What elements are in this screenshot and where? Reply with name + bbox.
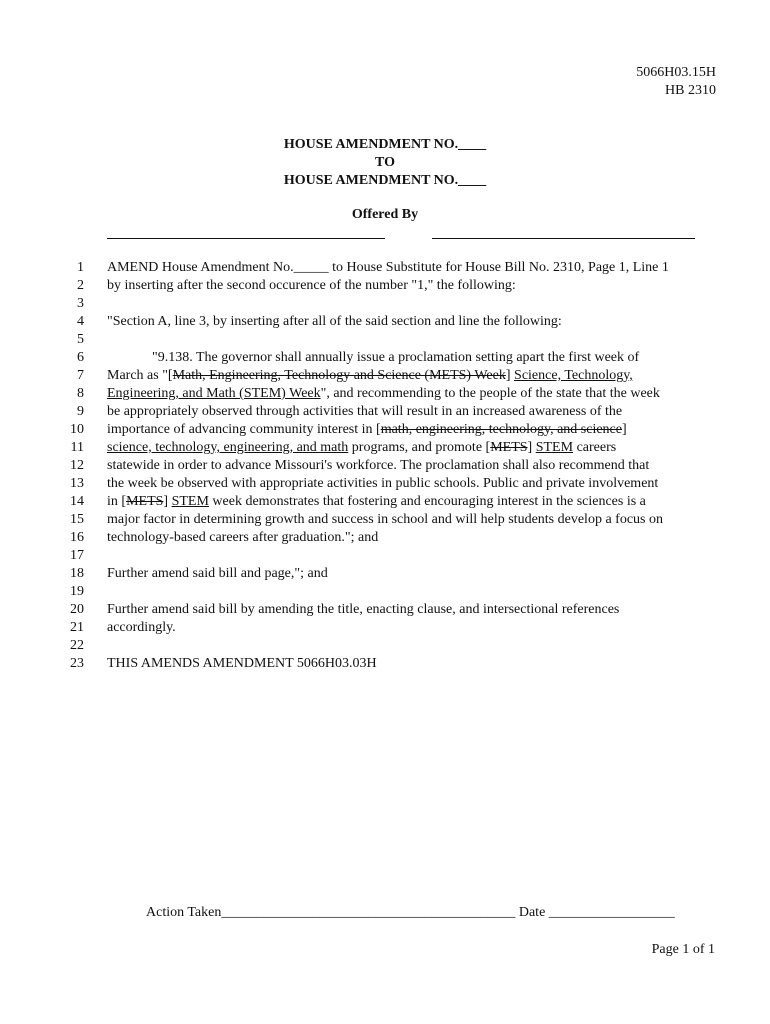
deleted-text: METS (490, 440, 528, 455)
sponsor-signature-line-right (432, 238, 695, 239)
line-number: 4 (77, 314, 84, 329)
line-number: 10 (70, 422, 84, 437)
text-segment: Further amend said bill by amending the title, enacting clause, and intersectional references (107, 602, 620, 617)
text-segment: "Section A, line 3, by inserting after all of the said section and line the following: (107, 314, 562, 329)
document-id-block (636, 64, 716, 100)
offered-by-label: Offered By (351, 207, 419, 222)
text-segment: week demonstrates that fostering and encouraging interest in the sciences is a (208, 494, 646, 509)
line-text (107, 277, 516, 295)
line-text (107, 529, 378, 547)
deleted-text: math, engineering, technology, and science (380, 422, 622, 437)
line-text (107, 601, 619, 619)
document-line (0, 331, 770, 349)
text-segment: ] (163, 494, 172, 509)
inserted-text: STEM (171, 494, 209, 509)
line-number: 20 (70, 602, 84, 617)
line-number: 14 (70, 494, 84, 509)
text-segment: major factor in determining growth and success in school and will help students develop a focus on (107, 512, 663, 527)
deleted-text: METS (126, 494, 164, 509)
line-text (107, 619, 176, 637)
text-segment: March as "[ (107, 368, 173, 383)
text-segment: "9.138. The governor shall annually issue a proclamation setting apart the first week of (152, 350, 640, 365)
line-number: 18 (70, 566, 84, 581)
inserted-text: Engineering, and Math (STEM) Week (107, 386, 321, 401)
text-segment: ", and recommending to the people of the state that the week (320, 386, 660, 401)
line-text (107, 655, 377, 673)
text-segment: importance of advancing community interest in [ (107, 422, 381, 437)
amendment-title (0, 136, 770, 190)
line-number: 17 (70, 548, 84, 563)
document-line (0, 421, 770, 439)
line-number: 23 (70, 656, 84, 671)
line-number: 9 (77, 404, 84, 419)
line-number: 22 (70, 638, 84, 653)
title-line-1: HOUSE AMENDMENT NO.____ (283, 137, 487, 152)
text-segment: in [ (107, 494, 127, 509)
text-segment: Further amend said bill and page,"; and (107, 566, 328, 581)
page-number: Page 1 of 1 (651, 942, 715, 957)
text-segment: the week be observed with appropriate activities in public schools. Public and private involvement (107, 476, 659, 491)
action-taken-line: Action Taken__________________________________________ Date __________________ (146, 905, 675, 920)
document-line (0, 403, 770, 421)
document-line (0, 439, 770, 457)
text-segment: ] (621, 422, 627, 437)
document-line (0, 385, 770, 403)
document-line (0, 367, 770, 385)
line-number: 19 (70, 584, 84, 599)
line-number: 12 (70, 458, 84, 473)
inserted-text: science, technology, engineering, and math (107, 440, 349, 455)
line-text (107, 385, 660, 403)
bill-number: HB 2310 (665, 83, 716, 98)
inserted-text: STEM (535, 440, 574, 455)
line-number: 21 (70, 620, 84, 635)
text-segment: be appropriately observed through activities that will result in an increased awareness of the (107, 404, 623, 419)
title-line-3: HOUSE AMENDMENT NO.____ (283, 173, 487, 188)
document-line (0, 583, 770, 601)
document-line (0, 349, 770, 367)
line-number: 11 (70, 440, 84, 455)
line-text (107, 493, 646, 511)
line-text (107, 259, 669, 277)
document-line (0, 493, 770, 511)
text-segment: accordingly. (107, 620, 176, 635)
text-segment: careers (573, 440, 617, 455)
line-text (107, 457, 649, 475)
line-number: 7 (77, 368, 84, 383)
doc-code: 5066H03.15H (636, 65, 716, 80)
document-line (0, 313, 770, 331)
line-number: 1 (77, 260, 84, 275)
text-segment: THIS AMENDS AMENDMENT 5066H03.03H (107, 656, 377, 671)
line-text (107, 439, 616, 457)
text-segment: programs, and promote [ (348, 440, 491, 455)
text-segment: statewide in order to advance Missouri's workforce. The proclamation shall also recommend that (107, 458, 650, 473)
text-segment: ] (527, 440, 536, 455)
document-line (0, 619, 770, 637)
line-text (152, 349, 639, 367)
inserted-text: Science, Technology, (514, 368, 633, 383)
line-number: 15 (70, 512, 84, 527)
line-number: 16 (70, 530, 84, 545)
title-line-2: TO (375, 155, 395, 170)
line-number: 13 (70, 476, 84, 491)
line-text (107, 313, 562, 331)
sponsor-signature-line-left (107, 238, 385, 239)
deleted-text: Math, Engineering, Technology and Science (METS) Week (172, 368, 506, 383)
line-number: 3 (77, 296, 84, 311)
document-line (0, 277, 770, 295)
line-number: 5 (77, 332, 84, 347)
line-number: 6 (77, 350, 84, 365)
line-text (107, 421, 627, 439)
document-line (0, 475, 770, 493)
document-line (0, 637, 770, 655)
text-segment: ] (505, 368, 515, 383)
line-text (107, 403, 622, 421)
line-text (107, 367, 633, 385)
line-text (107, 475, 658, 493)
document-line (0, 547, 770, 565)
document-line (0, 529, 770, 547)
line-text (107, 511, 663, 529)
amendment-body (0, 259, 770, 673)
text-segment: AMEND House Amendment No._____ to House Substitute for House Bill No. 2310, Page 1, Line 1 (107, 260, 669, 275)
document-line (0, 565, 770, 583)
document-line (0, 457, 770, 475)
document-line (0, 259, 770, 277)
document-line (0, 655, 770, 673)
line-text (107, 565, 328, 583)
line-number: 8 (77, 386, 84, 401)
document-line (0, 511, 770, 529)
text-segment: by inserting after the second occurence of the number "1," the following: (107, 278, 516, 293)
document-line (0, 295, 770, 313)
line-number: 2 (77, 278, 84, 293)
text-segment: technology-based careers after graduation."; and (107, 530, 379, 545)
document-line (0, 601, 770, 619)
